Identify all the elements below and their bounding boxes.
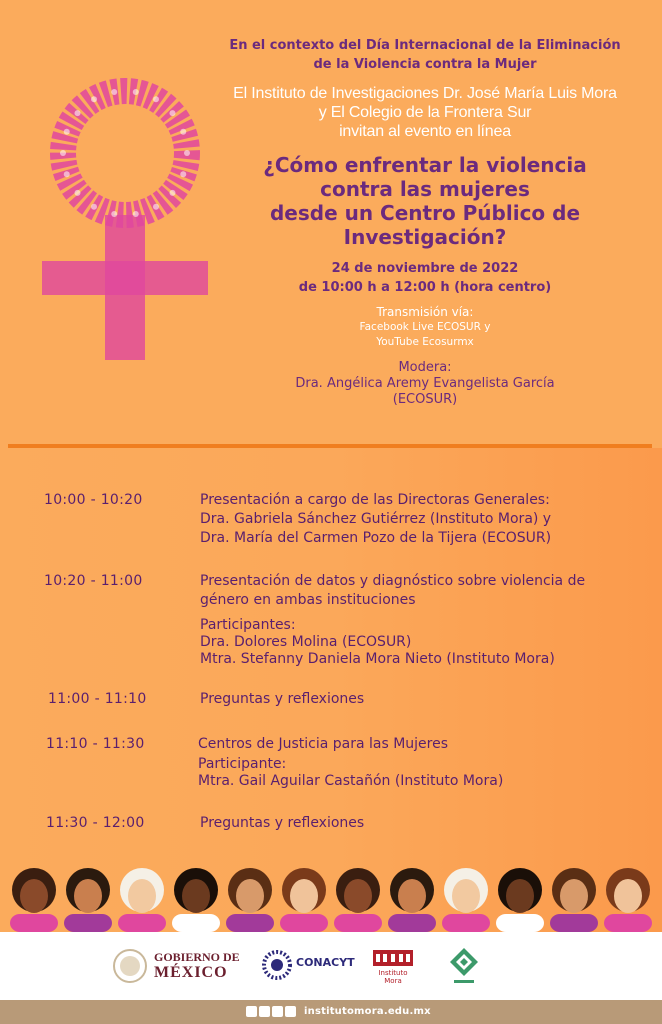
agenda-line: Preguntas y reflexiones	[200, 815, 365, 831]
agenda-line: Mtra. Stefanny Daniela Mora Nieto (Instituto Mora)	[200, 651, 555, 667]
agenda-time: 11:10 - 11:30	[46, 736, 145, 752]
agenda-line: Dra. Dolores Molina (ECOSUR)	[200, 634, 412, 650]
facebook-icon[interactable]	[246, 1006, 257, 1017]
website-link[interactable]: institutomora.edu.mx	[304, 1006, 431, 1017]
title-line: Investigación?	[343, 225, 507, 249]
mora-text	[374, 969, 412, 985]
stream-line: YouTube Ecosurmx	[376, 336, 474, 348]
woman-figure	[118, 868, 166, 932]
title-line: desde un Centro Público de	[269, 201, 581, 225]
stream-heading: Transmisión vía:	[376, 305, 474, 319]
youtube-icon[interactable]	[285, 1006, 296, 1017]
institute-line: El Instituto de Investigaciones Dr. José María Luis Mora	[233, 85, 617, 102]
agenda-description	[198, 735, 618, 790]
mora-building-icon	[372, 946, 414, 968]
woman-figure	[496, 868, 544, 932]
woman-figure	[10, 868, 58, 932]
agenda-line: Centros de Justicia para las Mujeres	[198, 736, 449, 752]
conacyt-emblem-icon	[262, 950, 292, 980]
institute-line: invitan al evento en línea	[339, 123, 511, 140]
mexico-seal-icon	[112, 948, 148, 984]
time-line: de 10:00 h a 12:00 h (hora centro)	[298, 280, 552, 295]
agenda-time: 11:00 - 11:10	[48, 691, 147, 707]
agenda-description	[200, 572, 620, 668]
agenda-time: 10:00 - 10:20	[44, 492, 143, 508]
sponsor-logos	[0, 932, 662, 1000]
gobierno-line: MÉXICO	[154, 964, 228, 981]
agenda-time: 10:20 - 11:00	[44, 573, 143, 589]
woman-figure	[604, 868, 652, 932]
institute-line: y El Colegio de la Frontera Sur	[318, 104, 532, 121]
gobierno-text	[154, 950, 240, 982]
moderator-name: Dra. Angélica Aremy Evangelista García	[295, 376, 555, 391]
conacyt-text: CONACYT	[296, 956, 355, 969]
event-date	[215, 259, 635, 297]
woman-figure	[550, 868, 598, 932]
woman-figure	[226, 868, 274, 932]
agenda-description	[200, 690, 620, 709]
moderator-affiliation: (ECOSUR)	[392, 392, 458, 407]
ecosur-emblem-icon	[448, 946, 480, 986]
gobierno-logo	[112, 948, 148, 988]
woman-figure	[388, 868, 436, 932]
social-icons	[246, 1006, 298, 1018]
twitter-icon[interactable]	[259, 1006, 270, 1017]
agenda-line: Dra. Gabriela Sánchez Gutiérrez (Instituto Mora) y	[200, 511, 552, 527]
agenda-line: Preguntas y reflexiones	[200, 691, 365, 707]
stream-line: Facebook Live ECOSUR y	[359, 321, 491, 333]
agenda-line: Presentación de datos y diagnóstico sobre violencia de	[200, 573, 586, 589]
woman-figure	[442, 868, 490, 932]
agenda-line: Dra. María del Carmen Pozo de la Tijera (ECOSUR)	[200, 530, 552, 546]
moderator-heading: Modera:	[398, 360, 452, 375]
agenda-line: Mtra. Gail Aguilar Castañón (Instituto Mora)	[198, 773, 504, 789]
women-illustration	[0, 866, 662, 932]
mora-line: Mora	[384, 977, 402, 985]
venus-symbol-icon	[40, 75, 210, 360]
title-line: ¿Cómo enfrentar la violencia	[263, 153, 587, 177]
woman-figure	[280, 868, 328, 932]
context-line: de la Violencia contra la Mujer	[313, 57, 537, 72]
woman-figure	[172, 868, 220, 932]
agenda-line: Participante:	[198, 756, 287, 772]
event-header	[0, 0, 662, 448]
instagram-icon[interactable]	[272, 1006, 283, 1017]
gobierno-line: GOBIERNO DE	[154, 950, 240, 964]
agenda-line: Presentación a cargo de las Directoras Generales:	[200, 492, 550, 508]
ecosur-logo	[448, 946, 480, 990]
agenda-description	[200, 814, 620, 833]
mora-line: Instituto	[378, 969, 408, 977]
context-line: En el contexto del Día Internacional de la Eliminación	[229, 38, 621, 53]
woman-figure	[64, 868, 112, 932]
agenda-line: género en ambas instituciones	[200, 592, 416, 608]
event-title	[215, 153, 635, 249]
moderator-info	[215, 360, 635, 408]
agenda-description	[200, 491, 620, 548]
title-line: contra las mujeres	[320, 177, 530, 201]
agenda-line: Participantes:	[200, 617, 296, 633]
footer-bar	[0, 1000, 662, 1024]
agenda-time: 11:30 - 12:00	[46, 815, 145, 831]
date-line: 24 de noviembre de 2022	[331, 261, 519, 276]
woman-figure	[334, 868, 382, 932]
stream-info	[215, 305, 635, 350]
conacyt-logo	[262, 950, 292, 984]
